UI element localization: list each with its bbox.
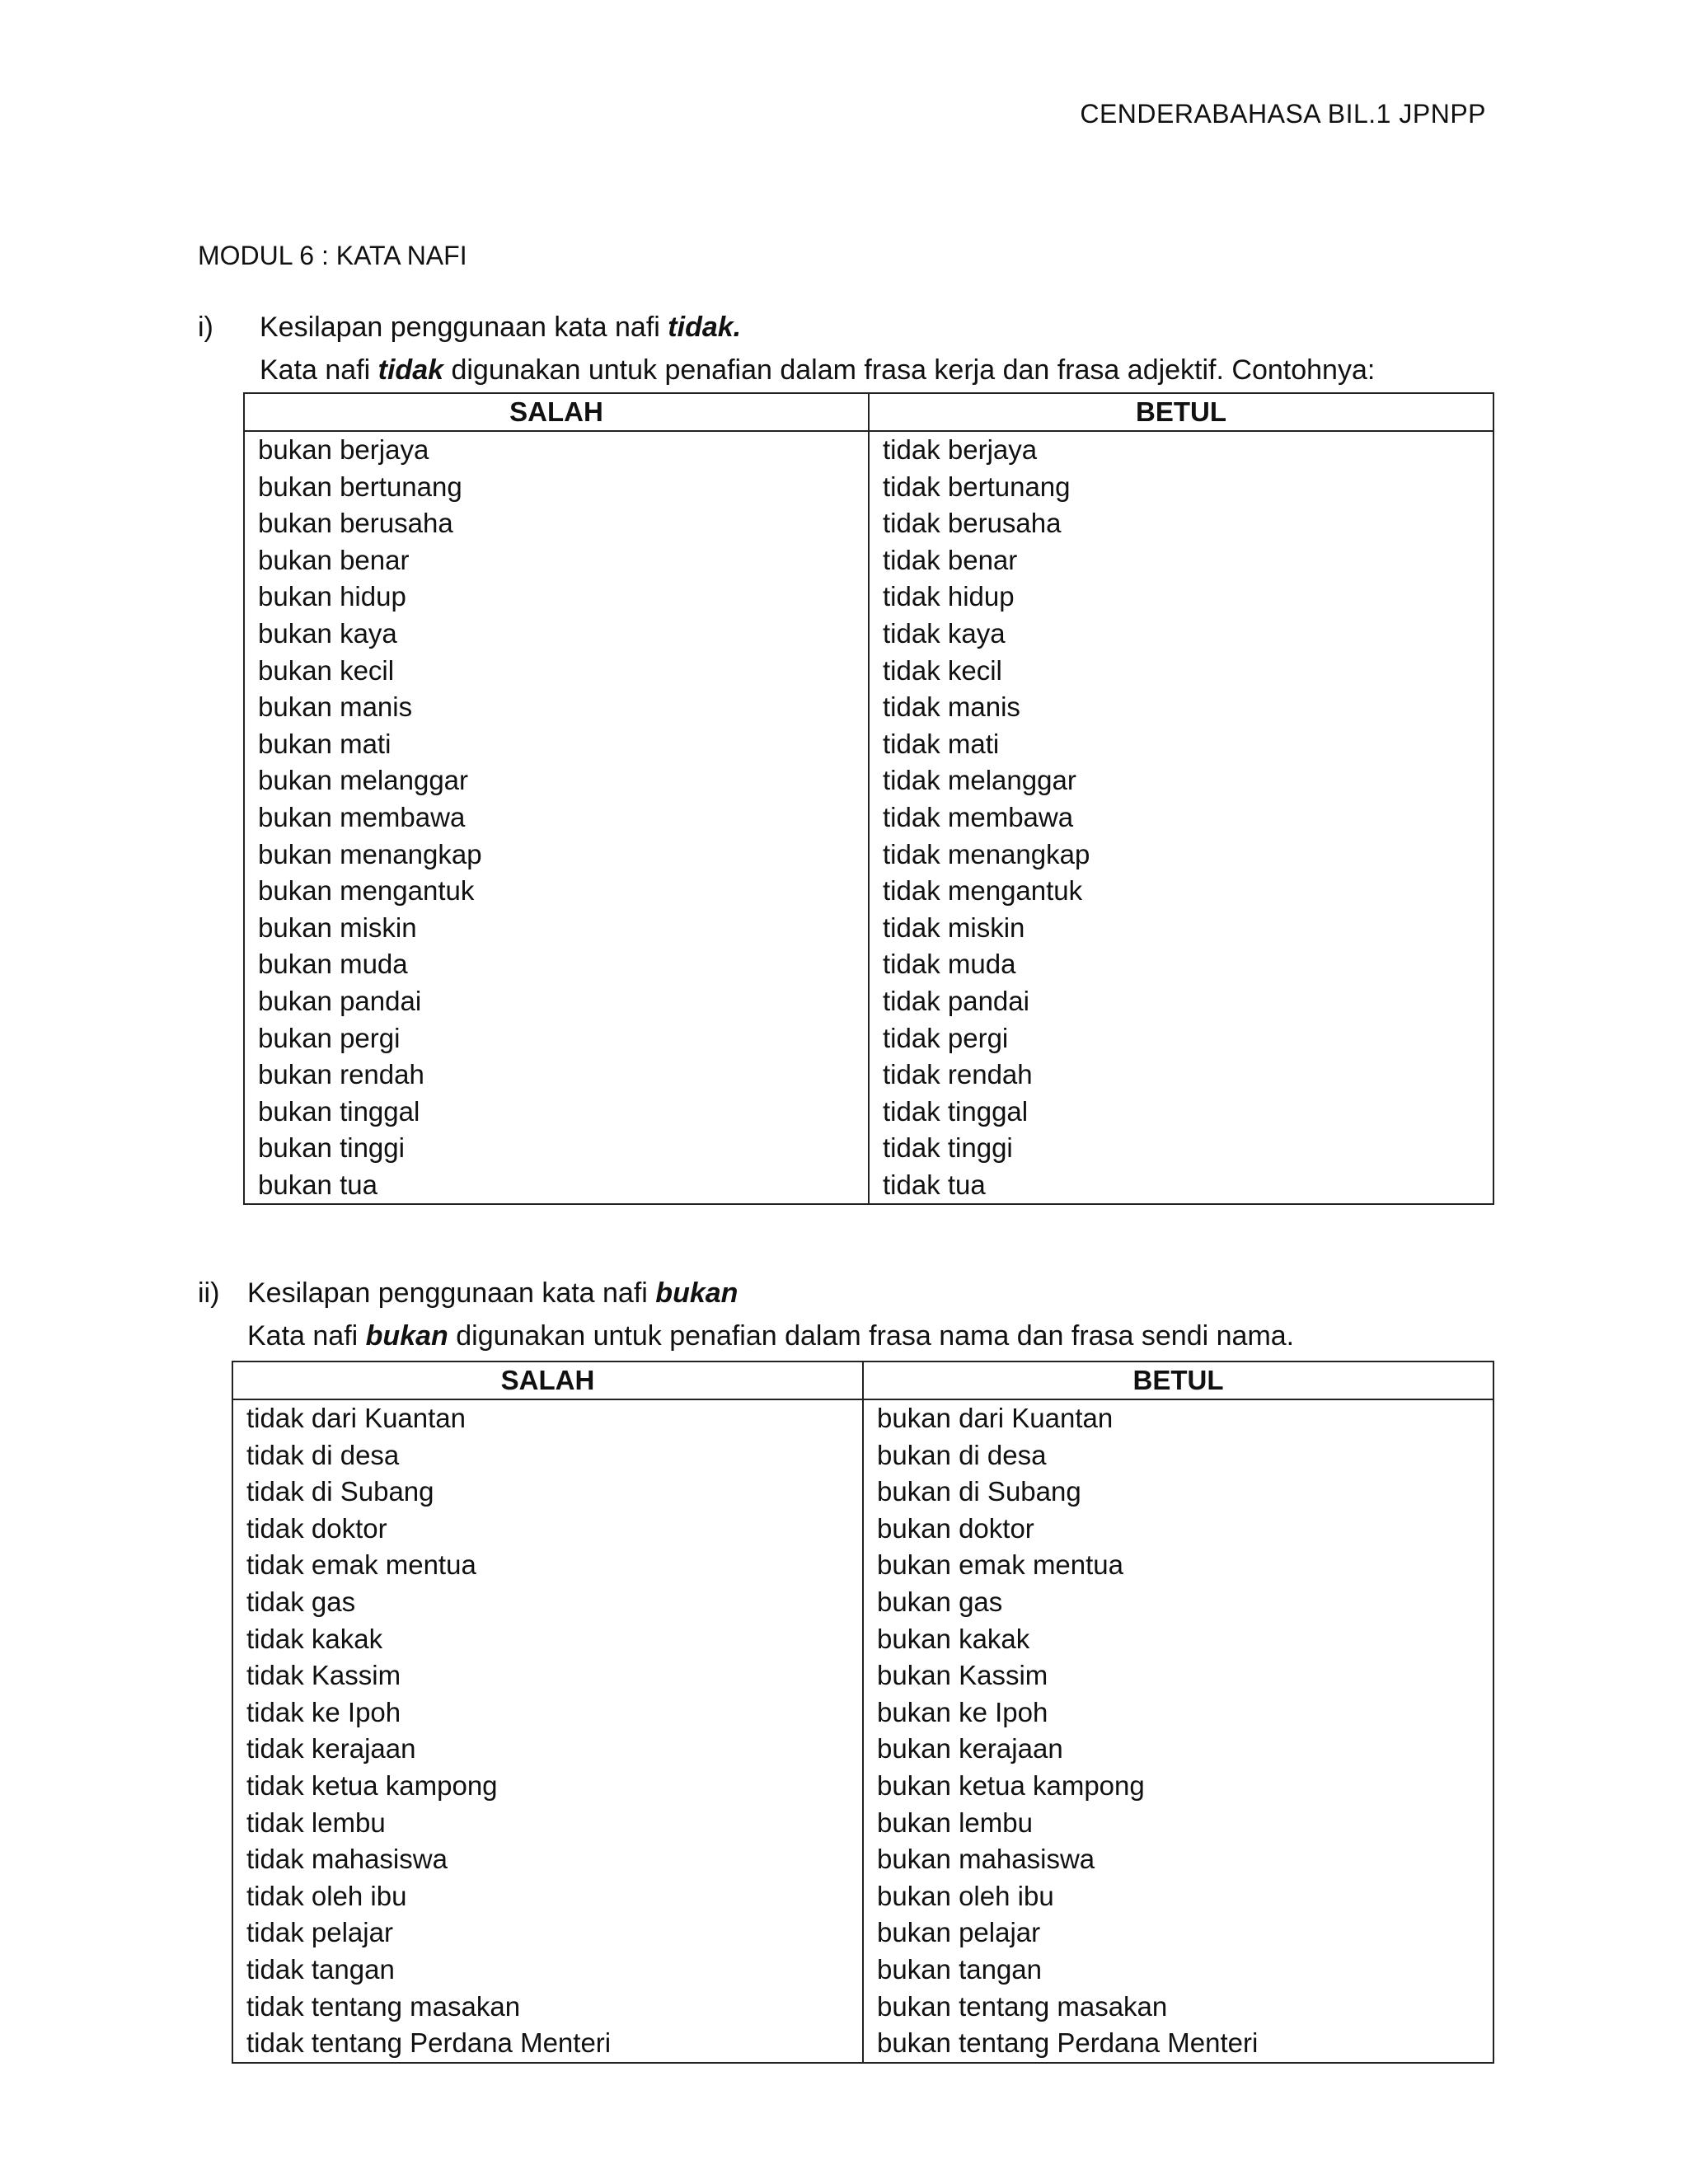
cell-salah: tidak ketua kampong [232, 1768, 863, 1805]
table-row [244, 1094, 1493, 1131]
cell-salah: bukan tua [244, 1167, 869, 1205]
table-row [244, 726, 1493, 763]
cell-salah: tidak di Subang [232, 1474, 863, 1511]
table-row [232, 1878, 1493, 1915]
cell-betul: bukan lembu [863, 1805, 1493, 1842]
cell-salah: tidak ke Ipoh [232, 1694, 863, 1732]
cell-betul: bukan kerajaan [863, 1731, 1493, 1768]
table-row [232, 1399, 1493, 1437]
cell-salah: tidak dari Kuantan [232, 1399, 863, 1437]
table-row [244, 1167, 1493, 1205]
cell-salah: tidak oleh ibu [232, 1878, 863, 1915]
desc-text: Kata nafi [247, 1320, 366, 1352]
table-body [232, 1399, 1493, 2063]
cell-salah: bukan membawa [244, 799, 869, 837]
table-row [244, 762, 1493, 799]
heading-text: Kesilapan penggunaan kata nafi [260, 312, 668, 343]
table-row [232, 1731, 1493, 1768]
cell-salah: tidak mahasiswa [232, 1841, 863, 1878]
cell-betul: bukan dari Kuantan [863, 1399, 1493, 1437]
cell-salah: tidak tentang Perdana Menteri [232, 2025, 863, 2063]
cell-salah: bukan mati [244, 726, 869, 763]
cell-salah: bukan pergi [244, 1020, 869, 1057]
table-row [232, 1768, 1493, 1805]
table-tidak [243, 392, 1494, 1205]
cell-betul: tidak kecil [869, 653, 1493, 690]
desc-emphasis: tidak [377, 354, 444, 386]
cell-betul: tidak pandai [869, 983, 1493, 1020]
table-row [244, 689, 1493, 726]
section-heading [260, 312, 741, 344]
table-row [244, 910, 1493, 947]
table-header-row [244, 393, 1493, 431]
table-row [244, 983, 1493, 1020]
cell-betul: tidak miskin [869, 910, 1493, 947]
table-row [232, 1474, 1493, 1511]
cell-betul: bukan gas [863, 1584, 1493, 1621]
cell-salah: bukan bertunang [244, 469, 869, 506]
cell-salah: bukan menangkap [244, 837, 869, 874]
cell-betul: tidak melanggar [869, 762, 1493, 799]
cell-betul: tidak membawa [869, 799, 1493, 837]
desc-text-end: digunakan untuk penafian dalam frasa kerja dan frasa adjektif. Contohnya: [443, 354, 1376, 386]
cell-salah: tidak emak mentua [232, 1547, 863, 1584]
section-description [247, 1320, 1294, 1352]
table-row [244, 616, 1493, 653]
column-header-salah: SALAH [244, 393, 869, 431]
cell-betul: bukan pelajar [863, 1915, 1493, 1952]
page-header: CENDERABAHASA BIL.1 JPNPP [1080, 99, 1486, 129]
cell-salah: bukan rendah [244, 1057, 869, 1094]
cell-betul: bukan tangan [863, 1952, 1493, 1989]
table-row [244, 873, 1493, 910]
cell-salah: bukan muda [244, 946, 869, 983]
table-row [244, 579, 1493, 616]
cell-betul: bukan doktor [863, 1511, 1493, 1548]
table-row [244, 1020, 1493, 1057]
desc-text-end: digunakan untuk penafian dalam frasa nama dan frasa sendi nama. [448, 1320, 1295, 1352]
cell-betul: tidak rendah [869, 1057, 1493, 1094]
table-row [232, 1547, 1493, 1584]
cell-salah: bukan berusaha [244, 505, 869, 542]
column-header-betul: BETUL [863, 1361, 1493, 1399]
cell-betul: tidak kaya [869, 616, 1493, 653]
cell-salah: tidak tentang masakan [232, 1989, 863, 2026]
table-header-row [232, 1361, 1493, 1399]
cell-salah: bukan berjaya [244, 431, 869, 469]
cell-salah: tidak doktor [232, 1511, 863, 1548]
table-row [244, 799, 1493, 837]
table-row [232, 1621, 1493, 1658]
cell-salah: tidak lembu [232, 1805, 863, 1842]
cell-betul: bukan emak mentua [863, 1547, 1493, 1584]
section-heading [247, 1277, 738, 1310]
cell-salah: bukan hidup [244, 579, 869, 616]
cell-salah: bukan pandai [244, 983, 869, 1020]
table-row [232, 1511, 1493, 1548]
table-row [232, 1805, 1493, 1842]
table-row [232, 1437, 1493, 1474]
section-number: i) [198, 312, 213, 343]
cell-betul: tidak manis [869, 689, 1493, 726]
cell-betul: bukan oleh ibu [863, 1878, 1493, 1915]
heading-emphasis: bukan [655, 1277, 738, 1309]
table-row [232, 2025, 1493, 2063]
table-row [244, 542, 1493, 579]
cell-betul: tidak tinggal [869, 1094, 1493, 1131]
cell-salah: bukan benar [244, 542, 869, 579]
table-row [232, 1841, 1493, 1878]
table-row [232, 1584, 1493, 1621]
cell-betul: bukan ketua kampong [863, 1768, 1493, 1805]
cell-salah: bukan kaya [244, 616, 869, 653]
desc-text: Kata nafi [260, 354, 378, 386]
cell-betul: bukan tentang masakan [863, 1989, 1493, 2026]
cell-salah: bukan tinggal [244, 1094, 869, 1131]
cell-betul: tidak berusaha [869, 505, 1493, 542]
cell-betul: tidak pergi [869, 1020, 1493, 1057]
table-row [232, 1694, 1493, 1732]
cell-betul: tidak mengantuk [869, 873, 1493, 910]
section-description [260, 354, 1375, 387]
cell-betul: tidak mati [869, 726, 1493, 763]
cell-salah: bukan tinggi [244, 1130, 869, 1167]
table-body [244, 431, 1493, 1204]
cell-betul: tidak hidup [869, 579, 1493, 616]
table-row [232, 1952, 1493, 1989]
table-row [244, 1057, 1493, 1094]
cell-betul: bukan mahasiswa [863, 1841, 1493, 1878]
cell-betul: bukan di Subang [863, 1474, 1493, 1511]
table-bukan [232, 1361, 1494, 2064]
cell-betul: tidak berjaya [869, 431, 1493, 469]
cell-betul: tidak benar [869, 542, 1493, 579]
cell-betul: tidak menangkap [869, 837, 1493, 874]
table-row [244, 1130, 1493, 1167]
table-row [244, 653, 1493, 690]
column-header-salah: SALAH [232, 1361, 863, 1399]
cell-betul: bukan kakak [863, 1621, 1493, 1658]
module-title: MODUL 6 : KATA NAFI [198, 241, 467, 270]
heading-emphasis: tidak. [668, 312, 742, 343]
cell-salah: tidak gas [232, 1584, 863, 1621]
cell-salah: bukan melanggar [244, 762, 869, 799]
cell-salah: tidak pelajar [232, 1915, 863, 1952]
cell-betul: tidak muda [869, 946, 1493, 983]
table-row [232, 1989, 1493, 2026]
cell-salah: tidak tangan [232, 1952, 863, 1989]
table-row [232, 1915, 1493, 1952]
table-row [232, 1657, 1493, 1694]
cell-betul: bukan tentang Perdana Menteri [863, 2025, 1493, 2063]
cell-salah: tidak di desa [232, 1437, 863, 1474]
table-row [244, 946, 1493, 983]
cell-salah: bukan kecil [244, 653, 869, 690]
table-row [244, 431, 1493, 469]
cell-betul: bukan Kassim [863, 1657, 1493, 1694]
cell-betul: tidak tinggi [869, 1130, 1493, 1167]
table-row [244, 469, 1493, 506]
cell-salah: tidak kakak [232, 1621, 863, 1658]
cell-betul: bukan di desa [863, 1437, 1493, 1474]
cell-salah: bukan manis [244, 689, 869, 726]
heading-text: Kesilapan penggunaan kata nafi [247, 1277, 656, 1309]
cell-betul: tidak tua [869, 1167, 1493, 1205]
column-header-betul: BETUL [869, 393, 1493, 431]
table-row [244, 837, 1493, 874]
cell-betul: bukan ke Ipoh [863, 1694, 1493, 1732]
table-row [244, 505, 1493, 542]
desc-emphasis: bukan [365, 1320, 448, 1352]
section-number: ii) [198, 1277, 220, 1309]
cell-betul: tidak bertunang [869, 469, 1493, 506]
cell-salah: tidak Kassim [232, 1657, 863, 1694]
cell-salah: tidak kerajaan [232, 1731, 863, 1768]
cell-salah: bukan miskin [244, 910, 869, 947]
cell-salah: bukan mengantuk [244, 873, 869, 910]
